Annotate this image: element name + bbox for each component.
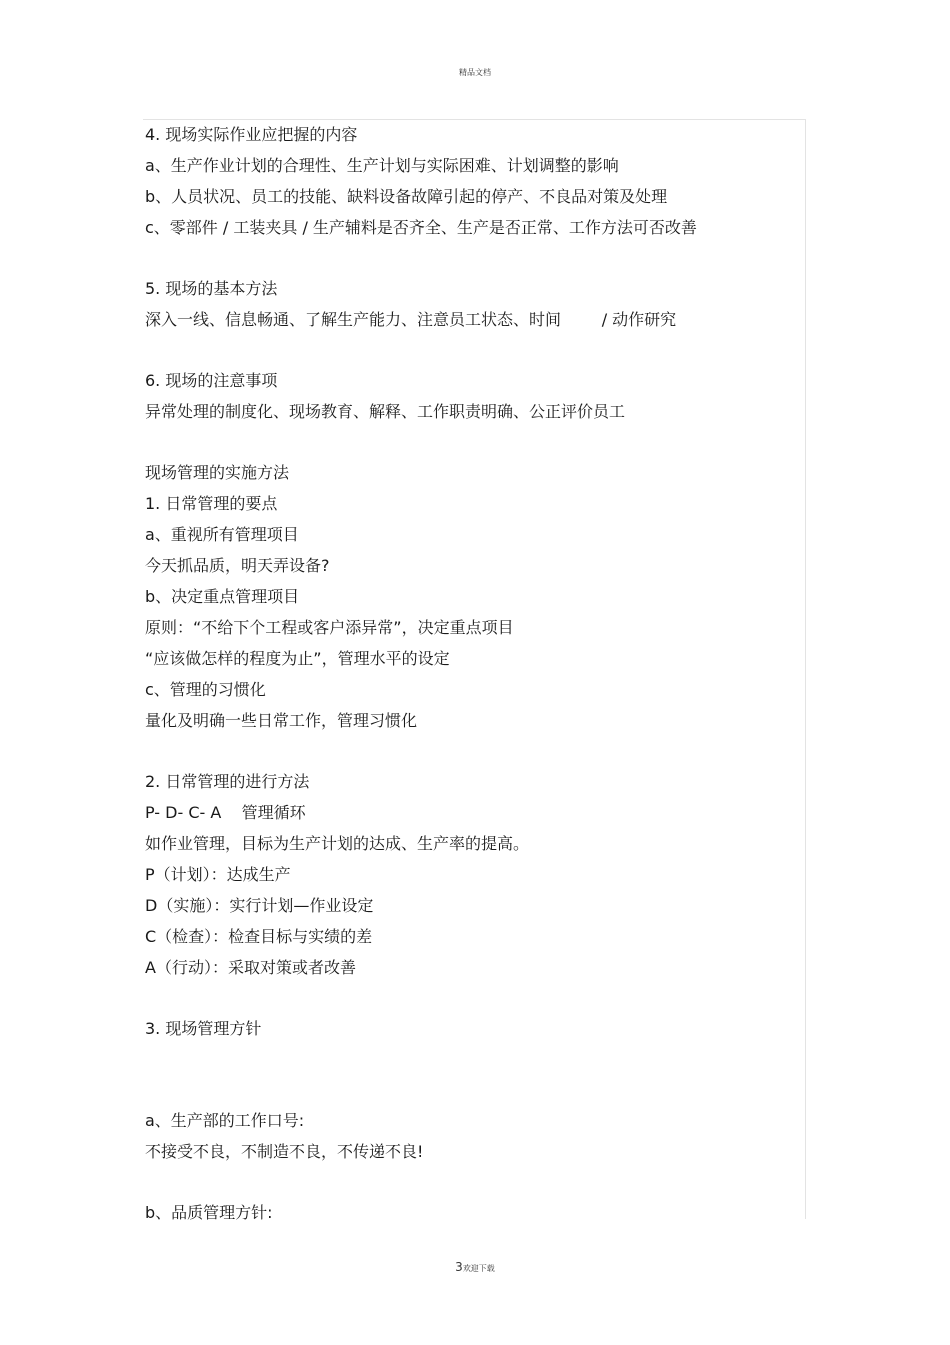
point-3-item-b: b、品质管理方针: bbox=[145, 1203, 273, 1222]
section-5-title: 5. 现场的基本方法 bbox=[145, 279, 278, 298]
point-2-title: 2. 日常管理的进行方法 bbox=[145, 772, 310, 791]
page-footer bbox=[0, 1260, 950, 1274]
pdca-cycle: P- D- C- A 管理循环 bbox=[145, 803, 306, 822]
section-6-body: 异常处理的制度化、现场教育、解释、工作职责明确、公正评价员工 bbox=[145, 402, 626, 421]
footer-text: 欢迎下载 bbox=[462, 1264, 495, 1273]
point-1-item-a-body: 今天抓品质，明天弄设备? bbox=[145, 556, 330, 575]
point-1-item-c-body: 量化及明确一些日常工作，管理习惯化 bbox=[145, 711, 418, 730]
point-3-item-a: a、生产部的工作口号: bbox=[145, 1111, 305, 1130]
point-3-title: 3. 现场管理方针 bbox=[145, 1019, 262, 1038]
section-4-title: 4. 现场实际作业应把握的内容 bbox=[145, 125, 358, 144]
point-3-item-a-body: 不接受不良，不制造不良，不传递不良! bbox=[145, 1142, 424, 1161]
point-1-item-b-body-1: 原则：“不给下个工程或客户添异常”，决定重点项目 bbox=[145, 618, 514, 637]
point-1-item-c: c、管理的习惯化 bbox=[145, 680, 266, 699]
point-1-title: 1. 日常管理的要点 bbox=[145, 494, 278, 513]
point-1-item-b: b、决定重点管理项目 bbox=[145, 587, 300, 606]
section-4-item-b: b、人员状况、员工的技能、缺料设备故障引起的停产、不良品对策及处理 bbox=[145, 187, 668, 206]
point-1-item-a: a、重视所有管理项目 bbox=[145, 525, 299, 544]
page-header: 精品文档 bbox=[459, 68, 491, 77]
section-4-item-a: a、生产作业计划的合理性、生产计划与实际困难、计划调整的影响 bbox=[145, 156, 619, 175]
page-number: 3 bbox=[455, 1260, 463, 1274]
section-5-body: 深入一线、信息畅通、了解生产能力、注意员工状态、时间 / 动作研究 bbox=[145, 310, 677, 329]
pdca-act: A（行动）：采取对策或者改善 bbox=[145, 958, 356, 977]
pdca-example: 如作业管理，目标为生产计划的达成、生产率的提高。 bbox=[145, 834, 530, 853]
document-body bbox=[145, 119, 800, 1228]
section-4-item-c: c、零部件 / 工装夹具 / 生产辅料是否齐全、生产是否正常、工作方法可否改善 bbox=[145, 218, 697, 237]
implementation-title: 现场管理的实施方法 bbox=[145, 463, 290, 482]
pdca-do: D（实施）：实行计划—作业设定 bbox=[145, 896, 374, 915]
pdca-plan: P（计划）：达成生产 bbox=[145, 865, 291, 884]
point-1-item-b-body-2: “应该做怎样的程度为止”，管理水平的设定 bbox=[145, 649, 450, 668]
pdca-check: C（检查）：检查目标与实绩的差 bbox=[145, 927, 373, 946]
section-6-title: 6. 现场的注意事项 bbox=[145, 371, 278, 390]
